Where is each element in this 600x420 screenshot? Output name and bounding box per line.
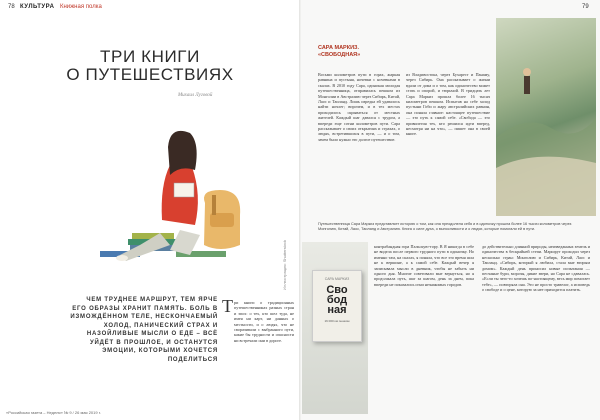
section-label: КУЛЬТУРА xyxy=(20,4,55,10)
book1-text-column-1: Восьми километров пути в горах, жаркая равнина и пустыня, ночевки с ночевками в скалах. В 2010 году Сара, одинокая молодая путешественница, отправилась пешком из Монголии в Австралию через Сибирь, Китай, Лаос и Таиланд. Лишь изредка ей удавалось найти ночлег; впрочем, и в тех местах приходилось скрываться от местных жителей. Каждый шаг давался с трудом, а впереди еще сотни километров пути. Сара рассказывает о своих открытиях и страхах, о людях, встретившихся в пути, — и о том, зачем было нужно это долгое путешествие. xyxy=(318,72,400,142)
book1-subhead-title: «СВОБОДНАЯ» xyxy=(318,52,361,58)
book1-text-column-2: из Владивостока, через Бухарест и Панаму, через Сибирь. Она рассказывает о жизни вдали от дома и о том, как одиночество может стать и опорой, и тюрьмой. В тридцать лет Сара Маркиз прошла более 16 тысяч километров пешком. Испытав на себе холод пустыни Гоби и жару австралийских равнин, она поняла главное: настоящее путешествие — это путь к самой себе. «Свобода — это привилегия тех, кто решился идти вперед, несмотря ни на что», — пишет она в своей книге. xyxy=(406,72,490,137)
illustration-girl-reading xyxy=(100,95,280,275)
book-cover-author: САРА МАРКИЗ xyxy=(324,277,350,281)
pull-quote: ЧЕМ ТРУДНЕЕ МАРШРУТ, ТЕМ ЯРЧЕ ЕГО ОБРАЗЫ ХРАНИТ ПАМЯТЬ. БОЛЬ В ИЗМОЖДЁННОМ ТЕЛЕ, НЕСКОНЧАЕМЫЙ ХОЛОД, ПАНИЧЕСКИЙ СТРАХ И НАЗОЙЛИВЫЕ МЫСЛИ О ЕДЕ – ВСЁ УЙДЁТ В ПРОШЛОЕ, И ОСТАНУТСЯ ЭМОЦИИ, КОТОРЫМИ ХОЧЕТСЯ ПОДЕЛИТЬСЯ xyxy=(70,297,218,363)
book2-text-column-1: контрабандная гора Пальскую-тору. В Я никогда в себе не видела после первого трудного пути в одиночку. Но именно там, на скалах, я поняла, что все это время шла не к вершине, а к самой себе. Каждый вечер я записывала мысли в дневник, чтобы не забыть ни одного дня. Многие советовали мне вернуться, но я продолжала путь, шаг за шагом, день за днем, пока впереди не показались огни незнакомых городов. xyxy=(374,244,474,287)
right-page-number: 79 xyxy=(582,4,589,10)
book-cover-title xyxy=(313,285,361,315)
intro-dropcap: Т xyxy=(222,296,233,316)
landscape-photo-art xyxy=(496,18,596,216)
author-byline: Михаил Луговой xyxy=(178,93,213,98)
title-line-2: О ПУТЕШЕСТВИЯХ xyxy=(66,65,234,84)
book-cover xyxy=(312,270,362,342)
book1-subhead-author: САРА МАРКИЗ. xyxy=(318,45,359,51)
article-title xyxy=(60,48,240,84)
intro-paragraph: ри книги о традиционных путешественниках разных стран и эпох: о тех, кто шел туда, не имея ни карт, ни данных о местности, и о людях, что не сворачивали с выбранного пути, какие бы трудности и опасности ни встречали они в дороге. xyxy=(234,300,294,343)
landscape-photo xyxy=(496,18,596,216)
left-page-number: 78 xyxy=(8,4,15,10)
page-gutter xyxy=(299,0,301,420)
book2-text-column-2: до действительно длинной природы, неизведанных земель и одиночества в бескрайней степи. Маршрут проходил через несколько стран: Монголию и Сибирь, Китай, Лаос и Таиланд. «Сибирь, который я любила, стала мне вторым домом». Каждый день приносил новые испытания — песчаные бури, морозы, дикие звери, но Сара не сдавалась. «Если ты чего-то хочешь по-настоящему, весь мир помогает тебе», — повторяла она. Это не просто травелог, а исповедь о свободе и о цене, которую за нее приходится платить. xyxy=(482,244,590,293)
book-cover-title-line-3: ная xyxy=(327,304,347,316)
book1-subhead xyxy=(318,45,360,59)
title-line-1: ТРИ КНИГИ xyxy=(100,47,200,66)
book1-photo-caption: Путешественница Сара Маркиз представляет историю о том, как она преодолела себя и в одиночку прошла более 16 тысяч километров через Монголию, Китай, Лаос, Таиланд и Австралию. Книга о силе духа, о выносливости и о людях, которые помогали ей в пути. xyxy=(318,222,572,231)
book-cover-title-line-1: Сво xyxy=(326,284,348,296)
subsection-label: Книжная полка xyxy=(60,4,102,10)
illustration-credit: Иллюстрация: Shutterstock xyxy=(282,240,287,290)
footer-publication: «Российская газета – Неделя» № 9 / 26 мая 2019 г. xyxy=(6,410,101,415)
book-cover-subtitle: 16 000 км пешком xyxy=(324,319,350,323)
book-cover-title-line-2: бод xyxy=(326,294,348,306)
